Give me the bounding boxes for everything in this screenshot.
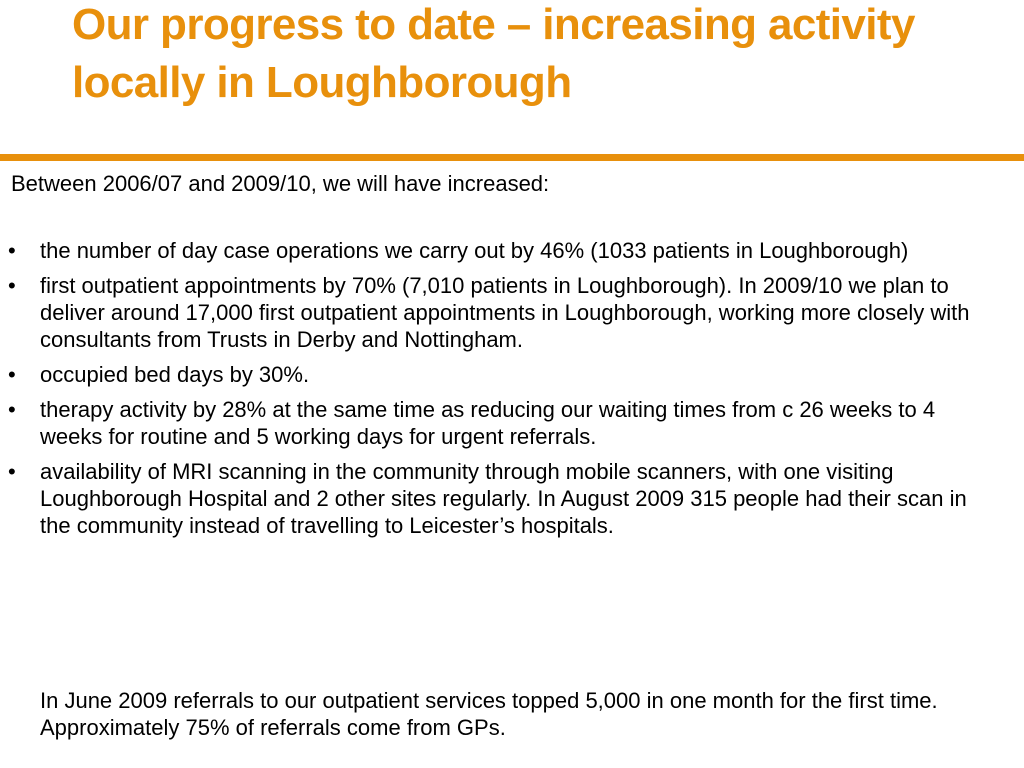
bullet-text: therapy activity by 28% at the same time as reducing our waiting times from c 26 weeks to 4 weeks for routine and 5 working days for urgent referrals. [40, 397, 936, 449]
closing-paragraph: In June 2009 referrals to our outpatient services topped 5,000 in one month for the first time. Approximately 75% of referrals come from GPs. [40, 688, 938, 740]
bullet-text: availability of MRI scanning in the community through mobile scanners, with one visiting Loughborough Hospital and 2 other sites regularly. In August 2009 315 people had their scan in the community instead of travelling to Leicester’s hospitals. [40, 459, 967, 538]
bullet-icon: • [8, 273, 16, 298]
bullet-icon: • [8, 397, 16, 422]
bullet-text: the number of day case operations we carry out by 46% (1033 patients in Loughborough) [40, 238, 909, 263]
bullet-item-bed-days [0, 361, 990, 388]
bullet-icon: • [8, 459, 16, 484]
bullet-list [0, 237, 990, 547]
bullet-icon: • [8, 362, 16, 387]
bullet-text: first outpatient appointments by 70% (7,010 patients in Loughborough). In 2009/10 we plan to deliver around 17,000 first outpatient appointments in Loughborough, working more closely with consultants from Trusts in Derby and Nottingham. [40, 273, 970, 352]
bullet-item-therapy [0, 396, 990, 450]
slide-title: Our progress to date – increasing activity locally in Loughborough [72, 0, 915, 107]
bullet-item-mri [0, 458, 990, 539]
bullet-icon: • [8, 238, 16, 263]
title-divider [0, 154, 1024, 161]
bullet-text: occupied bed days by 30%. [40, 362, 310, 387]
intro-text: Between 2006/07 and 2009/10, we will have increased: [11, 171, 550, 196]
bullet-item-outpatient [0, 272, 990, 353]
bullet-item-day-case [0, 237, 990, 264]
